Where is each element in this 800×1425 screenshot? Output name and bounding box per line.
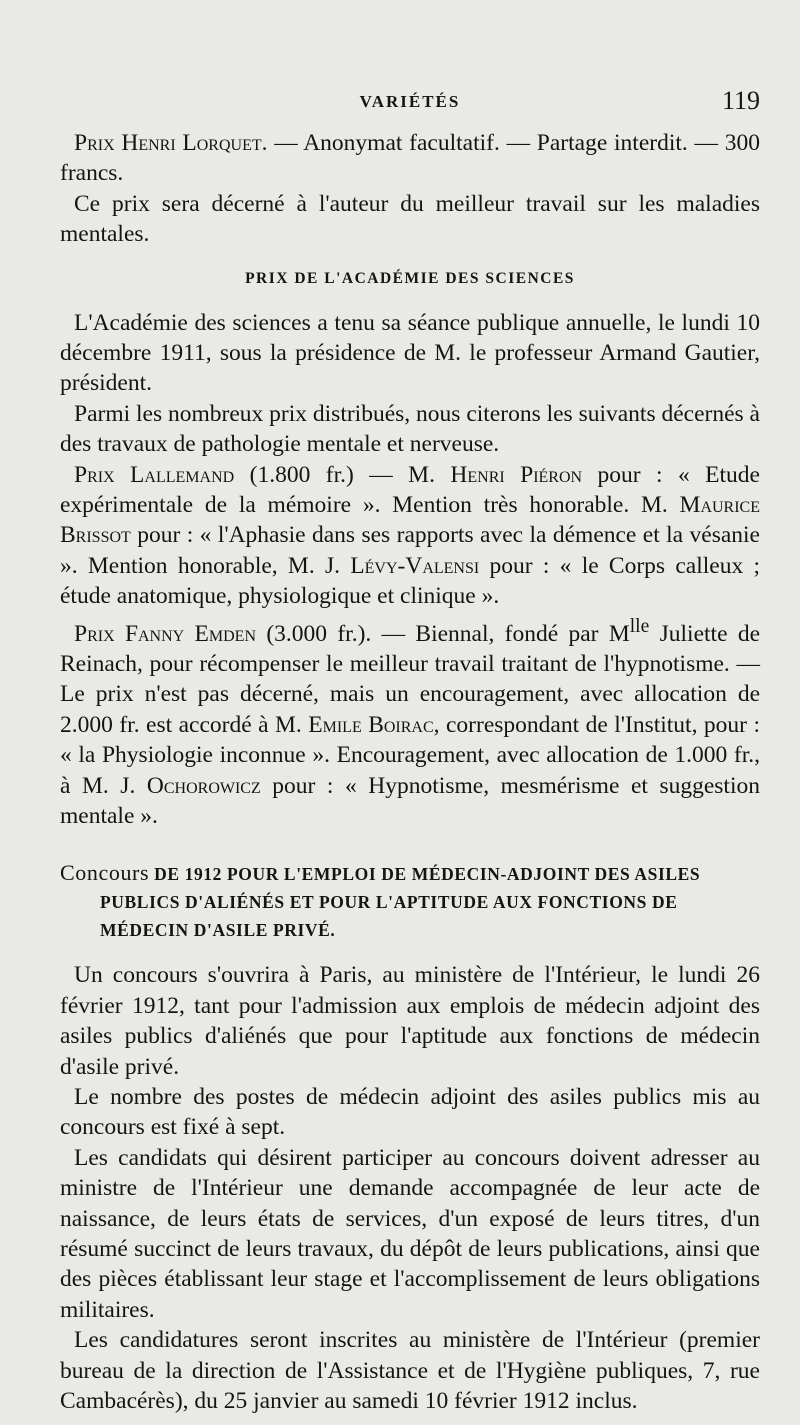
title-rest: DE 1912 POUR L'EMPLOI DE MÉDECIN-ADJOINT DES ASILES PUBLICS D'ALIÉNÉS ET POUR L'APTITUDE AUX FONCTIONS DE MÉDECIN D'ASILE PRIVÉ. bbox=[100, 864, 701, 941]
page-header bbox=[60, 86, 760, 126]
section-title-concours bbox=[60, 859, 760, 944]
paragraph-academie-2: Parmi les nombreux prix distribués, nous citerons les suivants décernés à des travaux de pathologie mentale et nerveuse. bbox=[60, 400, 760, 458]
paragraph-text: (3.000 fr.). — Biennal, fondé par M bbox=[256, 620, 630, 647]
paragraph-lorquet-2: Ce prix sera décerné à l'auteur du meilleur travail sur les maladies mentales. bbox=[60, 190, 760, 248]
person-name: Emile Boirac bbox=[308, 711, 434, 738]
paragraph-concours-3: Les candidats qui désirent participer au concours doivent adresser au ministre de l'Intérieur une demande accompagnée de leur acte de naissance, de leurs états de services, d'un exposé de leurs titres, d'un résumé succinct de leurs travaux, du dépôt de leurs publications, ainsi que des pièces établissant leur stage et l'accomplissement de leurs obligations militaires. bbox=[60, 1144, 760, 1323]
paragraph-lallemand bbox=[60, 460, 760, 612]
prize-name: Prix Henri Lorquet. bbox=[74, 130, 268, 156]
prize-name: Prix Lallemand bbox=[74, 461, 235, 488]
person-name: Maurice Brissot bbox=[60, 492, 760, 549]
superscript: lle bbox=[629, 615, 650, 637]
paragraph-text: (1.800 fr.) — M. bbox=[234, 461, 451, 488]
paragraph-concours-1: Un concours s'ouvrira à Paris, au ministère de l'Intérieur, le lundi 26 février 1912, tant pour l'admission aux emplois de médecin adjoint des asiles publics d'aliénés que pour l'aptitude aux fonctions de médecin d'asile privé. bbox=[60, 962, 760, 1080]
paragraph-text: Juliette de Reinach, pour récompenser le meilleur travail traitant de l'hypnotisme. — Le prix n'est pas décerné, mais un encouragement, avec allocation de 2.000 fr. est accordé à M. bbox=[60, 620, 760, 738]
paragraph-emden bbox=[60, 612, 760, 832]
prize-name: Prix Fanny Emden bbox=[74, 620, 257, 647]
running-title: VARIÉTÉS bbox=[359, 92, 461, 111]
person-name: Ochorowicz bbox=[146, 772, 261, 799]
paragraph-concours-4: Les candidatures seront inscrites au ministère de l'Intérieur (premier bureau de la direction de l'Assistance et de l'Hygiène publiques, 7, rue Cambacérès), du 25 janvier au samedi 10 février 1912 inclus. bbox=[60, 1327, 760, 1415]
paragraph-text: pour : « Etude expérimentale de la mémoire ». Mention très honorable. M. bbox=[60, 461, 760, 519]
person-name: Henri Piéron bbox=[450, 461, 583, 488]
paragraph-text: , correspondant de l'Institut, pour : « la Physiologie inconnue ». Encouragement, avec allocation de 1.000 fr., à M. J. bbox=[60, 711, 760, 799]
paragraph-academie-1: L'Académie des sciences a tenu sa séance publique annuelle, le lundi 10 décembre 1911, sous la présidence de M. le professeur Armand Gautier, président. bbox=[60, 309, 760, 397]
title-lead: Concours bbox=[60, 860, 150, 886]
section-title-academie: PRIX DE L'ACADÉMIE DES SCIENCES bbox=[245, 269, 575, 287]
paragraph-text: — Anonymat facultatif. — Partage interdit. — 300 francs. bbox=[60, 130, 760, 187]
page-body bbox=[60, 128, 760, 1416]
paragraph-text: pour : « l'Aphasie dans ses rapports avec la démence et la vésanie ». Mention honorable, M. J. bbox=[60, 522, 760, 579]
paragraph-text: pour : « Hypnotisme, mesmérisme et suggestion mentale ». bbox=[60, 772, 760, 829]
paragraph-text: pour : « le Corps calleux ; étude anatomique, physiologique et clinique ». bbox=[60, 552, 761, 610]
paragraph-concours-2: Le nombre des postes de médecin adjoint des asiles publics mis au concours est fixé à sept. bbox=[60, 1083, 760, 1141]
paragraph-lorquet bbox=[60, 128, 760, 189]
person-name: Lévy-Valensi bbox=[350, 552, 480, 579]
page-number: 119 bbox=[721, 86, 760, 115]
